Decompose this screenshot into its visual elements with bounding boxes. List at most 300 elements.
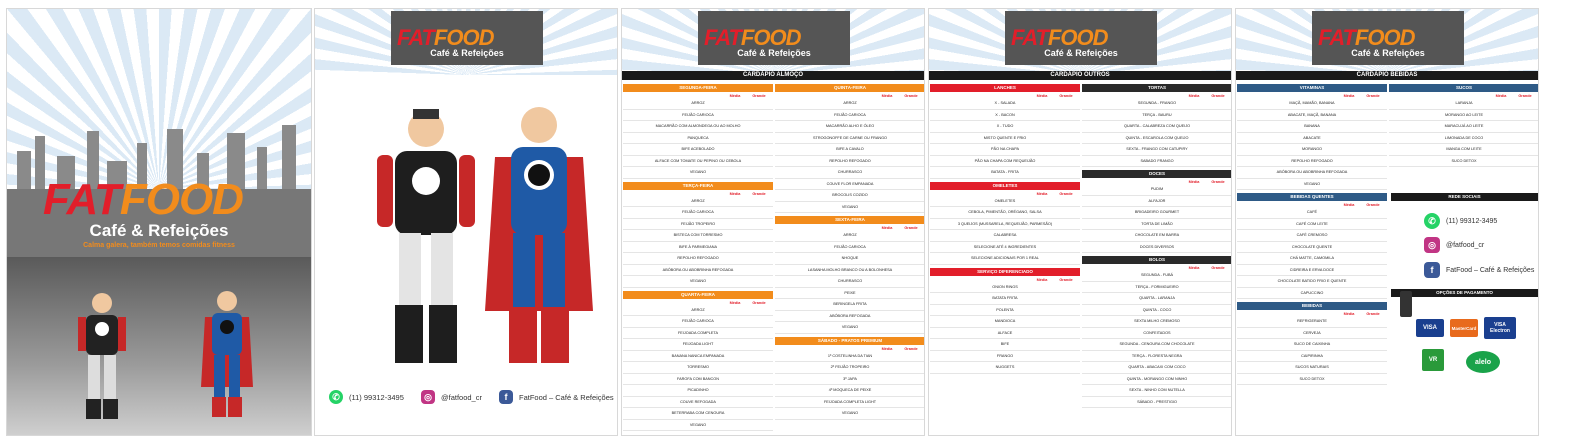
menu-item-name: SELECIONE ADICIONAIS POR 1 REAL bbox=[971, 256, 1039, 261]
logo-food: FOOD bbox=[119, 175, 243, 224]
menu-item-row bbox=[623, 339, 773, 351]
menu-item-name: VEGANO bbox=[841, 325, 859, 330]
menu-item-name: OMELETES bbox=[994, 198, 1016, 203]
menu-item-row bbox=[1082, 362, 1232, 374]
menu-item-name: MACARRÃO ALHO E ÓLEO bbox=[825, 124, 875, 129]
menu-item-row bbox=[623, 408, 773, 420]
whatsapp-icon: ✆ bbox=[1424, 213, 1440, 229]
section-header: BOLOS bbox=[1082, 256, 1232, 264]
menu-item-name: POLENTA bbox=[996, 307, 1014, 312]
price-column-header: Média Grande bbox=[1188, 180, 1225, 184]
price-column-header: Média Grande bbox=[729, 300, 766, 305]
outros-panel bbox=[928, 8, 1232, 436]
menu-item-name: CHURRASCO bbox=[837, 279, 863, 284]
menu-item-row bbox=[1082, 219, 1232, 231]
menu-item-row bbox=[775, 397, 925, 409]
menu-item-row bbox=[930, 351, 1080, 363]
menu-item-name: QUINTA - MORANGO COM NINHO bbox=[1126, 376, 1188, 381]
menu-item-row bbox=[1237, 253, 1387, 265]
menu-item-row bbox=[930, 230, 1080, 242]
social-facebook[interactable]: f FatFood – Café & Refeições bbox=[499, 390, 614, 404]
menu-item-name: SUCOS NATURAIS bbox=[1295, 365, 1329, 370]
menu-item-name: SEXTA - FRANGO COM CATUPIRY bbox=[1126, 147, 1188, 152]
bebidas-facebook[interactable]: f FatFood – Café & Refeições bbox=[1424, 262, 1534, 278]
bebidas-logo-box: FATFOOD Café & Refeições bbox=[1312, 11, 1464, 65]
section-header: VITAMINAS bbox=[1237, 84, 1387, 92]
menu-item-row bbox=[1082, 242, 1232, 254]
bebidas-col-right bbox=[1389, 81, 1539, 167]
menu-item-row bbox=[1082, 184, 1232, 196]
section-header: OMELETES bbox=[930, 182, 1080, 190]
menu-item-row bbox=[1237, 98, 1387, 110]
menu-item-name: PEIXE bbox=[844, 290, 856, 295]
section-header: SEXTA-FEIRA bbox=[775, 216, 925, 224]
menu-item-name: ARROZ bbox=[691, 307, 705, 312]
menu-item-name: QUARTA - ABACAXI COM COCO bbox=[1128, 365, 1186, 370]
menu-item-name: VEGANO bbox=[689, 170, 707, 175]
menu-item-name: SEGUNDA - FRANGO bbox=[1137, 101, 1177, 106]
menu-item-name: BETERRABA COM CENOURA bbox=[671, 411, 725, 416]
menu-item-name: MANGA COM LEITE bbox=[1446, 147, 1482, 152]
cover-bottom bbox=[7, 257, 311, 435]
menu-item-row bbox=[1389, 156, 1539, 168]
mastercard-icon: MasterCard bbox=[1450, 319, 1478, 337]
menu-item-row bbox=[623, 110, 773, 122]
menu-item-row bbox=[1082, 397, 1232, 409]
menu-item-row bbox=[1237, 121, 1387, 133]
menu-item-name: LARANJA bbox=[1455, 101, 1473, 106]
menu-item-row bbox=[1082, 374, 1232, 386]
price-column-header: Média Grande bbox=[1036, 94, 1073, 98]
price-column-header: Média Grande bbox=[729, 191, 766, 196]
menu-item-name: VEGANO bbox=[1303, 181, 1321, 186]
menu-item-name: FEIJOADA LIGHT bbox=[682, 342, 714, 347]
menu-item-name: 2º FEIJÃO TROPEIRO bbox=[830, 365, 870, 370]
menu-item-row bbox=[775, 167, 925, 179]
menu-item-name: SUCO DETOX bbox=[1299, 376, 1325, 381]
price-column-header: Média Grande bbox=[1036, 277, 1073, 282]
vr-icon: VR bbox=[1422, 349, 1444, 371]
menu-item-row bbox=[1237, 276, 1387, 288]
menu-item-name: CERVEJA bbox=[1303, 330, 1321, 335]
menu-item-row bbox=[623, 328, 773, 340]
price-column-header: Média Grande bbox=[1343, 312, 1380, 316]
menu-item-name: BIFE A CAVALO bbox=[836, 147, 864, 152]
menu-item-name: PÃO NA CHAPA COM REQUEIJÃO bbox=[974, 158, 1036, 163]
section-header: SÁBADO - PRATOS PREMIUM bbox=[775, 337, 925, 345]
menu-item-name: CIDREIRA E ERVA DOCE bbox=[1289, 267, 1335, 272]
menu-item-name: SEGUNDA - CENOURA COM CHOCOLATE bbox=[1119, 342, 1195, 347]
menu-item-row bbox=[1237, 328, 1387, 340]
menu-item-name: CHOCOLATE EM BARRA bbox=[1134, 233, 1180, 238]
menu-item-row bbox=[775, 385, 925, 397]
price-column-header: Média Grande bbox=[1188, 266, 1225, 270]
menu-item-name: 1º COSTELINHA DA TIAN bbox=[827, 353, 873, 358]
menu-item-row bbox=[1082, 121, 1232, 133]
menu-item-name: ARROZ bbox=[691, 101, 705, 106]
section-header: LANCHES bbox=[930, 84, 1080, 92]
menu-item-row bbox=[930, 293, 1080, 305]
menu-item-name: FEIJÃO CARIOCA bbox=[682, 210, 714, 215]
menu-item-row bbox=[930, 110, 1080, 122]
menu-item-row bbox=[1389, 133, 1539, 145]
menu-item-row bbox=[930, 121, 1080, 133]
menu-item-row bbox=[1237, 374, 1387, 386]
menu-item-row bbox=[930, 133, 1080, 145]
menu-item-row bbox=[1082, 110, 1232, 122]
alelo-icon: alelo bbox=[1466, 351, 1500, 373]
menu-item-row bbox=[1237, 207, 1387, 219]
heroes-logo: FATFOOD bbox=[397, 25, 494, 50]
menu-item-name: QUINTA - COCO bbox=[1142, 307, 1172, 312]
menu-item-name: FEIJÃO CARIOCA bbox=[682, 112, 714, 117]
price-column-header: Média Grande bbox=[1036, 191, 1073, 196]
menu-item-name: REFRIGERANTE bbox=[1297, 319, 1327, 324]
section-header: SUCOS bbox=[1389, 84, 1539, 92]
almoco-logo-box: FATFOOD Café & Refeições bbox=[698, 11, 850, 65]
menu-item-name: SABADO FRANGO bbox=[1140, 158, 1174, 163]
menu-item-name: BERINGELA FRITA bbox=[833, 302, 867, 307]
menu-item-name: BANANA bbox=[1304, 124, 1320, 129]
menu-item-row bbox=[775, 408, 925, 420]
menu-item-row bbox=[1237, 144, 1387, 156]
menu-item-row bbox=[1082, 316, 1232, 328]
price-column-header: Média Grande bbox=[881, 346, 918, 351]
menu-item-name: SEXTA MILHO CREMOSO bbox=[1134, 319, 1180, 324]
menu-item-row bbox=[623, 265, 773, 277]
menu-item-row bbox=[775, 144, 925, 156]
menu-item-row bbox=[1237, 167, 1387, 179]
section-header: TORTAS bbox=[1082, 84, 1232, 92]
menu-item-name: FEIJÃO CARIOCA bbox=[834, 112, 866, 117]
menu-item-name: MORANGO bbox=[1301, 147, 1323, 152]
menu-item-name: CAFÉ COM LEITE bbox=[1296, 221, 1328, 226]
menu-item-row bbox=[1389, 98, 1539, 110]
facebook-icon: f bbox=[499, 390, 513, 404]
menu-item-row bbox=[1082, 305, 1232, 317]
menu-item-row bbox=[775, 322, 925, 334]
menu-item-name: PANQUECA bbox=[687, 135, 709, 140]
whatsapp-icon: ✆ bbox=[329, 390, 343, 404]
menu-item-row bbox=[775, 110, 925, 122]
menu-item-name: MAÇÃ, MAMÃO, BANANA bbox=[1289, 101, 1335, 106]
menu-item-row bbox=[623, 351, 773, 363]
menu-item-name: CHOCOLATE QUENTE bbox=[1291, 244, 1333, 249]
section-header: QUINTA-FEIRA bbox=[775, 84, 925, 92]
menu-item-name: REPOLHO REFOGADO bbox=[1291, 158, 1333, 163]
menu-item-name: CAPUCCINO bbox=[1300, 290, 1324, 295]
menu-item-row bbox=[1082, 385, 1232, 397]
outros-title: CARDÁPIO OUTROS bbox=[929, 71, 1231, 80]
section-header: BEBIDAS QUENTES bbox=[1237, 193, 1387, 201]
menu-item-name: BISTECA COM TORRESMO bbox=[673, 233, 723, 238]
menu-item-row bbox=[775, 242, 925, 254]
menu-item-row bbox=[623, 156, 773, 168]
menu-item-row bbox=[1389, 110, 1539, 122]
menu-item-row bbox=[930, 144, 1080, 156]
menu-item-name: ALFACE COM TOMATE OU PEPINO OU CEBOLA bbox=[654, 158, 742, 163]
menu-item-row bbox=[623, 167, 773, 179]
menu-item-name: BATATA - FRITA bbox=[991, 170, 1019, 175]
menu-item-row bbox=[1237, 362, 1387, 374]
hero-left-icon bbox=[371, 105, 481, 370]
menu-item-row bbox=[775, 98, 925, 110]
heroes-panel bbox=[314, 8, 618, 436]
price-column-header: Média Grande bbox=[881, 94, 918, 98]
cover-panel bbox=[6, 8, 312, 436]
menu-item-row bbox=[1237, 265, 1387, 277]
price-column-header: Média Grande bbox=[1495, 94, 1532, 98]
menu-item-name: FEIJOADA COMPLETA bbox=[677, 330, 718, 335]
price-column-header: Média Grande bbox=[1188, 94, 1225, 98]
menu-item-row bbox=[623, 253, 773, 265]
menu-item-row bbox=[1082, 270, 1232, 282]
menu-item-row bbox=[775, 299, 925, 311]
menu-item-row bbox=[1237, 110, 1387, 122]
menu-item-name: SUCO DE CAIXINHA bbox=[1293, 342, 1331, 347]
menu-item-row bbox=[930, 98, 1080, 110]
menu-item-row bbox=[775, 362, 925, 374]
menu-item-name: REPOLHO REFOGADO bbox=[677, 256, 719, 261]
menu-item-name: ALFACE bbox=[997, 330, 1013, 335]
menu-item-name: CAFÉ bbox=[1306, 210, 1318, 215]
menu-item-row bbox=[930, 362, 1080, 374]
menu-item-name: ALFAJOR bbox=[1148, 198, 1166, 203]
menu-item-row bbox=[1237, 230, 1387, 242]
bebidas-col-left bbox=[1237, 81, 1387, 385]
menu-item-row bbox=[930, 242, 1080, 254]
price-column-header: Média Grande bbox=[881, 226, 918, 230]
almoco-panel bbox=[621, 8, 925, 436]
section-header: DOCES bbox=[1082, 170, 1232, 178]
social-whatsapp[interactable]: ✆ (11) 99312-3495 bbox=[329, 390, 404, 404]
menu-item-row bbox=[775, 276, 925, 288]
menu-item-name: ABÓBORA REFOGADA bbox=[829, 313, 871, 318]
menu-item-name: SEXTA - NINHO COM NUTELLA bbox=[1129, 388, 1185, 393]
menu-item-name: BANANA NANICA EMPANADA bbox=[671, 353, 725, 358]
menu-item-name: CALABRESA bbox=[993, 233, 1017, 238]
section-header: SEGUNDA-FEIRA bbox=[623, 84, 773, 92]
menu-item-name: CAFÉ CREMOSO bbox=[1296, 233, 1328, 238]
menu-item-row bbox=[1237, 219, 1387, 231]
menu-item-row bbox=[623, 374, 773, 386]
menu-item-row bbox=[930, 219, 1080, 231]
menu-item-name: CAIPIRINHA bbox=[1301, 353, 1323, 358]
menu-item-name: ABÓBORA OU ABOBRINHA REFOGADA bbox=[662, 267, 734, 272]
almoco-col-right bbox=[775, 81, 925, 420]
menu-item-name: LIMONADA DE COCO bbox=[1444, 135, 1484, 140]
menu-item-row bbox=[1082, 207, 1232, 219]
menu-item-name: FEIJOADA COMPLETA LIGHT bbox=[823, 399, 877, 404]
menu-item-name: QUINTA - ESCAROLA COM QUEIJO bbox=[1125, 135, 1189, 140]
menu-item-row bbox=[775, 230, 925, 242]
hero-right-icon bbox=[481, 101, 597, 369]
menu-item-row bbox=[1082, 156, 1232, 168]
price-column-header: Média Grande bbox=[729, 94, 766, 98]
menu-item-name: ABACATE, MAÇÃ, BANANA bbox=[1287, 112, 1337, 117]
menu-item-row bbox=[623, 98, 773, 110]
menu-item-name: DOCES DIVERSOS bbox=[1139, 244, 1175, 249]
menu-item-name: BIFE ACEBOLADO bbox=[681, 147, 715, 152]
menu-item-row bbox=[623, 362, 773, 374]
menu-item-row bbox=[623, 385, 773, 397]
menu-item-row bbox=[1082, 98, 1232, 110]
menu-item-row bbox=[1082, 293, 1232, 305]
menu-item-name: ARROZ bbox=[843, 101, 857, 106]
menu-item-name: ONION RINGS bbox=[992, 284, 1018, 289]
outros-col-left bbox=[930, 81, 1080, 374]
menu-item-row bbox=[623, 305, 773, 317]
menu-item-name: BATATA FRITA bbox=[992, 296, 1018, 301]
menu-item-row bbox=[623, 276, 773, 288]
menu-item-row bbox=[930, 207, 1080, 219]
menu-item-row bbox=[1237, 156, 1387, 168]
menu-item-row bbox=[930, 328, 1080, 340]
menu-item-row bbox=[623, 207, 773, 219]
menu-item-name: CHÁ MATTE, CAMOMILA bbox=[1289, 256, 1335, 261]
section-header: QUARTA-FEIRA bbox=[623, 291, 773, 299]
menu-item-name: ABACATE bbox=[1303, 135, 1321, 140]
menu-item-row bbox=[1082, 339, 1232, 351]
hero-small-left-icon bbox=[72, 289, 132, 424]
outros-logo-box: FATFOOD Café & Refeições bbox=[1005, 11, 1157, 65]
menu-item-name: NUGGETS bbox=[995, 365, 1015, 370]
outros-col-right bbox=[1082, 81, 1232, 408]
menu-item-row bbox=[775, 202, 925, 214]
menu-item-name: SÁBADO - PRESTIGIO bbox=[1137, 399, 1177, 404]
menu-item-row bbox=[1237, 133, 1387, 145]
menu-item-row bbox=[930, 167, 1080, 179]
menu-item-name: ARROZ bbox=[843, 233, 857, 238]
menu-item-name: STROGONOFFE DE CARNE OU FRANGO bbox=[812, 135, 888, 140]
menu-item-row bbox=[775, 288, 925, 300]
menu-item-row bbox=[930, 196, 1080, 208]
menu-item-row bbox=[775, 133, 925, 145]
visa-icon: VISA bbox=[1416, 319, 1444, 337]
menu-item-name: PÃO NA CHAPA bbox=[991, 147, 1019, 152]
menu-item-name: TORRESMO bbox=[687, 365, 709, 370]
hero-small-right-icon bbox=[199, 287, 255, 422]
menu-item-name: QUARTA - LARANJA bbox=[1139, 296, 1175, 301]
menu-item-row bbox=[1082, 230, 1232, 242]
menu-item-name: VEGANO bbox=[841, 411, 859, 416]
bebidas-whatsapp[interactable]: ✆ (11) 99312-3495 bbox=[1424, 213, 1497, 229]
menu-item-row bbox=[1237, 179, 1387, 191]
menu-item-name: REPOLHO REFOGADO bbox=[829, 158, 871, 163]
menu-item-name: MARACUJÁ AO LEITE bbox=[1444, 124, 1484, 129]
menu-item-row bbox=[623, 144, 773, 156]
menu-item-name: NHOQUE bbox=[841, 256, 859, 261]
menu-item-name: SEGUNDA - FUBÁ bbox=[1140, 273, 1174, 278]
cover-subtitle: Café & Refeições bbox=[89, 221, 229, 240]
menu-item-name: FEIJÃO CARIOCA bbox=[682, 319, 714, 324]
menu-item-row bbox=[623, 219, 773, 231]
menu-item-row bbox=[623, 230, 773, 242]
menu-item-row bbox=[775, 190, 925, 202]
menu-item-row bbox=[623, 242, 773, 254]
menu-item-name: ARROZ bbox=[691, 198, 705, 203]
menu-item-name: MANDIOCA bbox=[994, 319, 1016, 324]
menu-item-row bbox=[1389, 144, 1539, 156]
facebook-icon: f bbox=[1424, 262, 1440, 278]
section-header: TERÇA-FEIRA bbox=[623, 182, 773, 190]
cover-logo bbox=[43, 175, 243, 225]
bebidas-panel bbox=[1235, 8, 1539, 436]
menu-item-name: SUCO DETOX bbox=[1451, 158, 1477, 163]
almoco-title: CARDÁPIO ALMOÇO bbox=[622, 71, 924, 80]
menu-item-row bbox=[1082, 282, 1232, 294]
menu-item-row bbox=[775, 179, 925, 191]
cover-tagline: Calma galera, também temos comidas fitness bbox=[83, 242, 235, 249]
menu-item-row bbox=[1082, 351, 1232, 363]
menu-item-row bbox=[1082, 144, 1232, 156]
menu-item-name: MORANGO AO LEITE bbox=[1445, 112, 1483, 117]
menu-item-name: X - TUDO bbox=[996, 124, 1014, 129]
menu-item-name: PUDIM bbox=[1150, 187, 1164, 192]
menu-item-row bbox=[623, 420, 773, 432]
menu-item-row bbox=[775, 265, 925, 277]
section-header: SERVIÇO DIFERENCIADO bbox=[930, 268, 1080, 276]
heroes-logo-box: FATFOOD Café & Refeições bbox=[391, 11, 543, 65]
menu-item-name: VEGANO bbox=[689, 279, 707, 284]
menu-item-name: TERÇA - BAURU bbox=[1142, 112, 1172, 117]
menu-item-name: 3º JAPA bbox=[843, 376, 857, 381]
menu-item-name: CHURRASCO bbox=[837, 170, 863, 175]
menu-item-row bbox=[623, 133, 773, 145]
instagram-icon: ◎ bbox=[1424, 237, 1440, 253]
bebidas-instagram[interactable]: ◎ @fatfood_cr bbox=[1424, 237, 1484, 253]
menu-item-name: VEGANO bbox=[841, 204, 859, 209]
bebidas-title: CARDÁPIO BEBIDAS bbox=[1236, 71, 1538, 80]
menu-item-name: X - SALADA bbox=[994, 101, 1016, 106]
social-instagram[interactable]: ◎ @fatfood_cr bbox=[421, 390, 482, 404]
menu-item-name: 4º MOQUECA DE PEIXE bbox=[828, 388, 872, 393]
menu-item-row bbox=[1237, 316, 1387, 328]
menu-item-row bbox=[1082, 196, 1232, 208]
price-column-header: Média Grande bbox=[1343, 94, 1380, 98]
menu-item-row bbox=[623, 316, 773, 328]
menu-item-row bbox=[623, 196, 773, 208]
menu-item-row bbox=[775, 121, 925, 133]
menu-item-row bbox=[775, 311, 925, 323]
menu-item-name: CHOCOLATE BATIDO FRIO E QUENTE bbox=[1277, 279, 1347, 284]
menu-item-name: BIFE bbox=[1000, 342, 1010, 347]
menu-item-row bbox=[930, 253, 1080, 265]
menu-item-row bbox=[1237, 288, 1387, 300]
menu-item-row bbox=[775, 374, 925, 386]
almoco-col-left bbox=[623, 81, 773, 431]
menu-item-row bbox=[623, 397, 773, 409]
menu-item-row bbox=[1082, 328, 1232, 340]
menu-item-row bbox=[775, 253, 925, 265]
menu-item-row bbox=[930, 339, 1080, 351]
menu-item-name: QUARTA - CALABREZA COM QUEIJO bbox=[1123, 124, 1191, 129]
menu-item-name: LASANHA MOLHO BRANCO OU A BOLONHESA bbox=[807, 267, 893, 272]
menu-item-name: TERÇA - FLORESTA NEGRA bbox=[1131, 353, 1183, 358]
price-column-header: Média Grande bbox=[1343, 203, 1380, 207]
menu-item-name: 3 QUEIJOS (MUSSARELA, REQUEIJÃO, PARMESÃO) bbox=[957, 221, 1053, 226]
card-terminal-icon bbox=[1400, 291, 1412, 317]
menu-item-row bbox=[1237, 339, 1387, 351]
menu-item-row bbox=[623, 121, 773, 133]
menu-item-name: TORTA DE LIMÃO bbox=[1141, 221, 1173, 226]
redes-bar: REDE SOCIAIS bbox=[1391, 193, 1538, 201]
menu-item-name: CEBOLA, PIMENTÃO, ORÉGANO, SALSA bbox=[968, 210, 1042, 215]
menu-item-name: CONFEITADOS bbox=[1143, 330, 1171, 335]
menu-item-row bbox=[775, 351, 925, 363]
menu-item-name: COUVE FLOR EMPANADA bbox=[826, 181, 874, 186]
menu-item-row bbox=[1237, 242, 1387, 254]
